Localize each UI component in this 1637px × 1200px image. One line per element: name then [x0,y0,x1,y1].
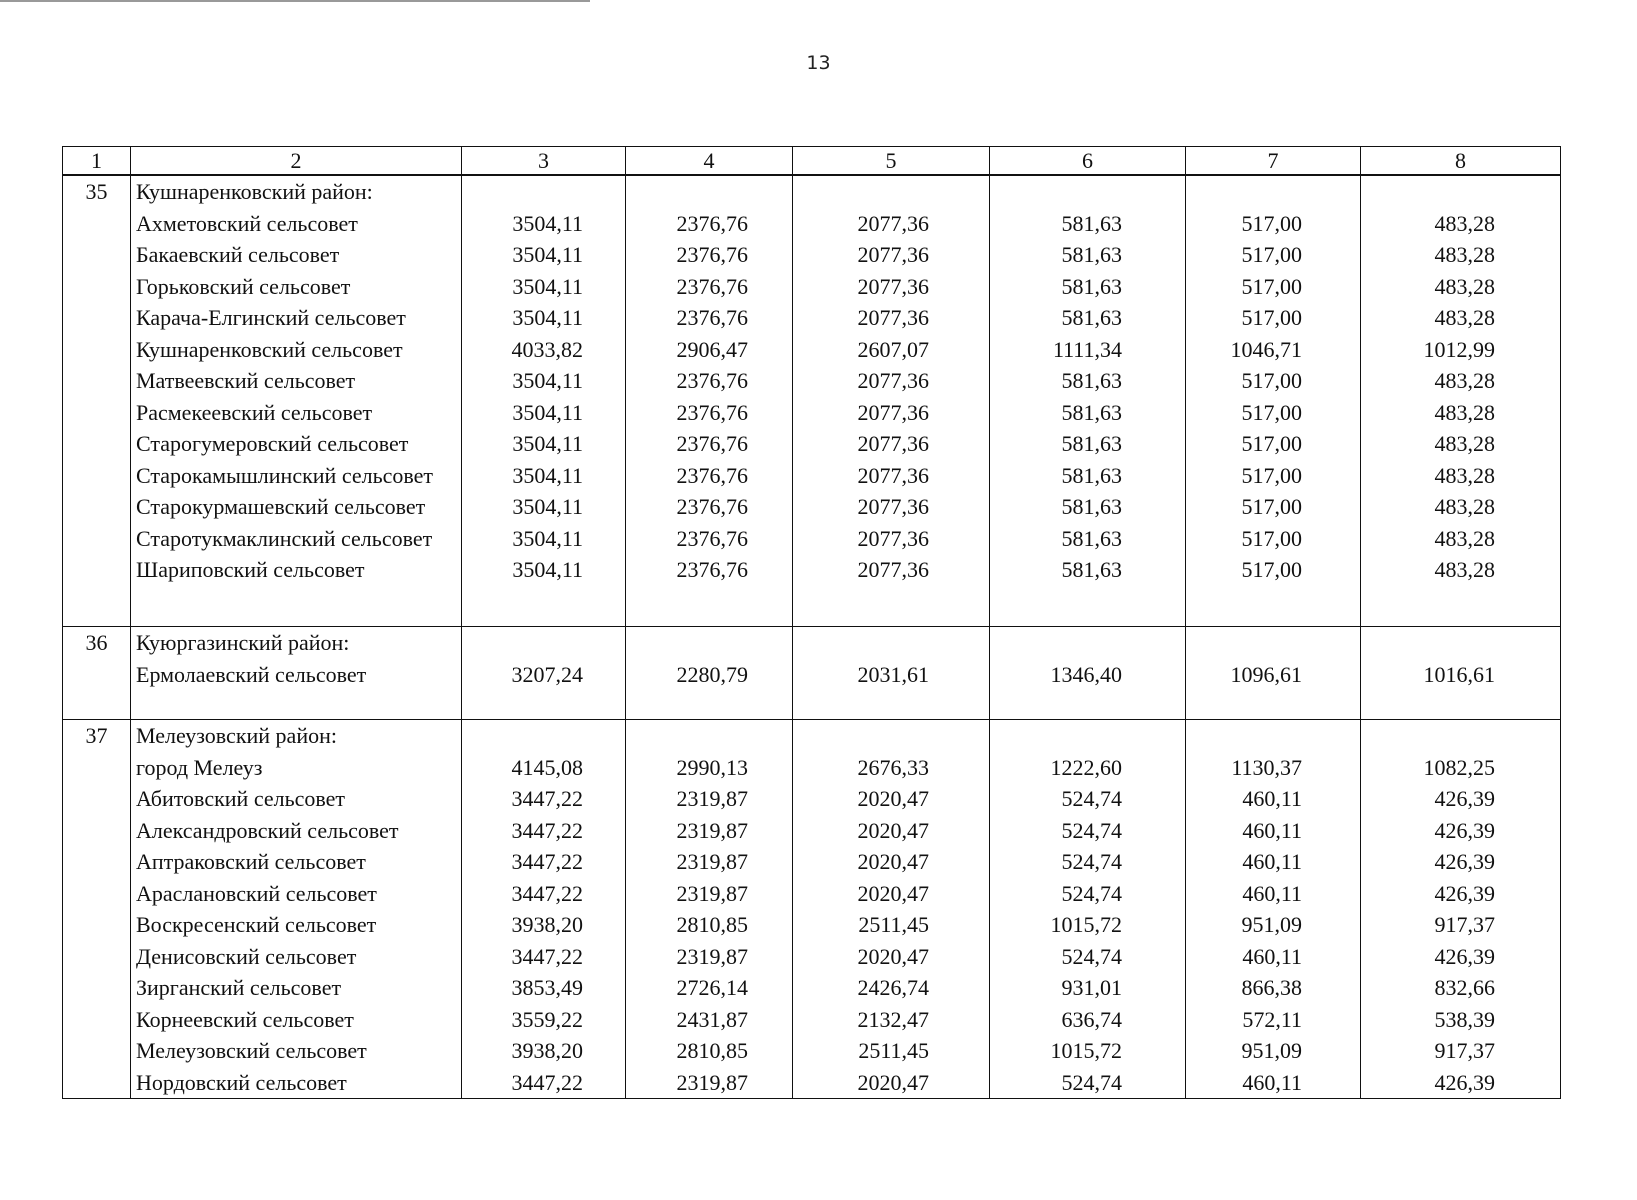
value-column-4 [626,627,793,720]
value-cell: 517,00 [1241,210,1302,236]
value-cell: 426,39 [1434,817,1495,843]
value-cell: 524,74 [1061,880,1122,906]
value-cell: 460,11 [1242,1069,1302,1095]
value-cell: 3207,24 [511,661,583,687]
value-cell: 3504,11 [512,273,583,299]
settlement-name: Старогумеровский сельсовет [136,431,409,456]
row-number: 35 [63,175,131,627]
settlement-name: Карача-Елгинский сельсовет [136,305,406,330]
value-cell: 517,00 [1241,525,1302,551]
value-cell: 1012,99 [1423,336,1495,362]
value-cell: 917,37 [1434,1038,1495,1063]
value-cell: 2431,87 [676,1006,748,1032]
value-cell: 460,11 [1242,817,1302,843]
value-cell: 3504,11 [512,305,583,330]
value-column-7 [1186,720,1361,1099]
value-cell: 2511,45 [858,1038,929,1063]
value-cell: 2376,76 [676,368,748,393]
value-cell: 2132,47 [857,1006,929,1032]
value-cell: 538,39 [1434,1006,1495,1032]
value-cell: 426,39 [1434,849,1495,874]
value-cell: 3559,22 [511,1006,583,1032]
value-cell: 3853,49 [511,975,583,1000]
value-cell: 517,00 [1241,431,1302,456]
settlement-name: Матвеевский сельсовет [136,368,356,393]
value-cell: 2990,13 [676,754,748,780]
value-cell: 2077,36 [857,399,929,425]
value-cell: 951,09 [1241,912,1302,937]
value-cell: 581,63 [1061,273,1122,299]
value-cell: 2376,76 [676,305,748,330]
value-cell: 517,00 [1241,494,1302,519]
value-cell: 524,74 [1061,786,1122,811]
value-cell: 460,11 [1242,786,1302,811]
value-cell: 517,00 [1241,273,1302,299]
value-cell: 2810,85 [676,912,748,937]
value-cell: 2031,61 [857,661,929,687]
value-cell: 581,63 [1061,494,1122,519]
value-cell: 1222,60 [1050,754,1122,780]
value-cell: 2319,87 [676,880,748,906]
settlement-name: Бакаевский сельсовет [136,242,340,267]
value-cell: 517,00 [1241,242,1302,267]
value-cell: 3447,22 [511,817,583,843]
value-cell: 2077,36 [857,368,929,393]
table-row [63,175,1561,627]
value-cell: 517,00 [1241,557,1302,582]
district-group [63,720,1561,1099]
value-column-6 [990,627,1186,720]
value-cell: 2376,76 [676,462,748,488]
value-cell: 3447,22 [511,1069,583,1095]
value-cell: 2077,36 [857,494,929,519]
settlement-name: Араслановский сельсовет [136,880,377,906]
value-cell: 3938,20 [511,1038,583,1063]
value-cell: 581,63 [1061,431,1122,456]
value-cell: 517,00 [1241,368,1302,393]
settlement-name: Ахметовский сельсовет [136,210,358,236]
value-cell: 517,00 [1241,399,1302,425]
value-column-3 [462,720,626,1099]
value-cell: 2077,36 [857,273,929,299]
value-cell: 581,63 [1061,462,1122,488]
value-cell: 3504,11 [512,431,583,456]
value-cell: 2319,87 [676,786,748,811]
header-cell: 1 [63,147,131,176]
value-cell: 3447,22 [511,786,583,811]
value-cell: 2020,47 [857,817,929,843]
value-cell: 3938,20 [511,912,583,937]
district-group [63,627,1561,720]
value-cell: 3504,11 [512,525,583,551]
value-column-3 [462,175,626,627]
value-cell: 1015,72 [1050,912,1122,937]
header-cell: 5 [793,147,990,176]
value-cell: 483,28 [1434,368,1495,393]
settlement-name: Расмекеевский сельсовет [136,399,373,425]
value-cell: 483,28 [1434,273,1495,299]
value-cell: 2676,33 [857,754,929,780]
value-cell: 426,39 [1434,880,1495,906]
value-cell: 460,11 [1242,943,1302,969]
value-cell: 426,39 [1434,1069,1495,1095]
value-cell: 460,11 [1242,849,1302,874]
value-cell: 581,63 [1061,399,1122,425]
header-cell: 7 [1186,147,1361,176]
settlement-name: Абитовский сельсовет [136,786,346,811]
value-cell: 524,74 [1061,943,1122,969]
value-cell: 3504,11 [512,242,583,267]
value-cell: 426,39 [1434,943,1495,969]
value-column-6 [990,175,1186,627]
value-column-3 [462,627,626,720]
value-cell: 2077,36 [857,462,929,488]
value-column-4 [626,720,793,1099]
value-cell: 2319,87 [676,849,748,874]
value-cell: 2319,87 [676,943,748,969]
value-cell: 3504,11 [512,462,583,488]
settlement-name: Денисовский сельсовет [136,943,357,969]
value-cell: 2319,87 [676,1069,748,1095]
header-cell: 6 [990,147,1186,176]
district-title: Кушнаренковский район: [136,179,373,204]
value-cell: 2020,47 [857,849,929,874]
value-cell: 524,74 [1061,1069,1122,1095]
value-cell: 1096,61 [1230,661,1302,687]
value-cell: 2077,36 [857,431,929,456]
value-cell: 581,63 [1061,210,1122,236]
value-cell: 1130,37 [1231,754,1302,780]
district-title: Мелеузовский район: [136,723,337,748]
value-cell: 483,28 [1434,210,1495,236]
table-header [63,147,1561,176]
value-cell: 1346,40 [1050,661,1122,687]
value-cell: 4145,08 [511,754,583,780]
value-cell: 483,28 [1434,305,1495,330]
value-cell: 483,28 [1434,399,1495,425]
value-cell: 917,37 [1434,912,1495,937]
names-cell [131,175,462,627]
value-cell: 3447,22 [511,880,583,906]
value-cell: 483,28 [1434,557,1495,582]
value-cell: 572,11 [1242,1006,1302,1032]
value-cell: 581,63 [1061,305,1122,330]
header-cell: 3 [462,147,626,176]
row-number: 37 [63,720,131,1099]
value-cell: 581,63 [1061,242,1122,267]
value-cell: 931,01 [1061,975,1122,1000]
value-cell: 460,11 [1242,880,1302,906]
value-cell: 2511,45 [858,912,929,937]
value-cell: 2906,47 [676,336,748,362]
settlement-name: Александровский сельсовет [136,817,399,843]
value-cell: 483,28 [1434,494,1495,519]
value-cell: 2077,36 [857,305,929,330]
value-cell: 2426,74 [857,975,929,1000]
value-cell: 1111,34 [1052,336,1122,362]
value-column-4 [626,175,793,627]
value-cell: 3504,11 [512,368,583,393]
value-cell: 2376,76 [676,210,748,236]
value-cell: 2077,36 [857,525,929,551]
value-cell: 636,74 [1061,1006,1122,1032]
settlement-name: Корнеевский сельсовет [136,1006,354,1032]
value-cell: 2020,47 [857,943,929,969]
value-cell: 3504,11 [512,557,583,582]
table-row [63,720,1561,1099]
value-column-8 [1361,720,1561,1099]
value-cell: 2376,76 [676,494,748,519]
value-cell: 426,39 [1434,786,1495,811]
value-cell: 3504,11 [512,494,583,519]
value-cell: 832,66 [1434,975,1495,1000]
value-cell: 517,00 [1241,462,1302,488]
settlement-name: Воскресенский сельсовет [136,912,377,937]
value-cell: 483,28 [1434,525,1495,551]
value-cell: 524,74 [1061,849,1122,874]
names-cell [131,720,462,1099]
district-group [63,175,1561,627]
settlement-name: Нордовский сельсовет [136,1069,347,1095]
value-cell: 2319,87 [676,817,748,843]
value-column-5 [793,720,990,1099]
value-cell: 866,38 [1241,975,1302,1000]
row-number: 36 [63,627,131,720]
value-cell: 2020,47 [857,1069,929,1095]
value-cell: 2726,14 [676,975,748,1000]
header-cell: 8 [1361,147,1561,176]
settlement-name: Кушнаренковский сельсовет [136,336,403,362]
value-cell: 483,28 [1434,462,1495,488]
settlement-name: Шариповский сельсовет [136,557,365,582]
header-cell: 4 [626,147,793,176]
scan-top-rule [0,0,590,2]
settlement-name: Старотукмаклинский сельсовет [136,525,433,551]
value-cell: 581,63 [1061,557,1122,582]
value-cell: 3504,11 [512,210,583,236]
value-cell: 2607,07 [857,336,929,362]
value-cell: 1082,25 [1423,754,1495,780]
value-cell: 483,28 [1434,431,1495,456]
value-cell: 2280,79 [676,661,748,687]
value-column-7 [1186,175,1361,627]
value-column-5 [793,627,990,720]
tariff-table [62,146,1561,1099]
settlement-name: Горьковский сельсовет [136,273,351,299]
value-cell: 2376,76 [676,525,748,551]
value-cell: 3504,11 [512,399,583,425]
value-cell: 2810,85 [676,1038,748,1063]
value-cell: 581,63 [1061,368,1122,393]
value-cell: 2077,36 [857,210,929,236]
settlement-name: Старокурмашевский сельсовет [136,494,426,519]
value-cell: 4033,82 [511,336,583,362]
value-cell: 2077,36 [857,242,929,267]
value-column-8 [1361,627,1561,720]
value-cell: 3447,22 [511,943,583,969]
value-column-6 [990,720,1186,1099]
value-column-7 [1186,627,1361,720]
settlement-name: Зирганский сельсовет [136,975,342,1000]
value-cell: 483,28 [1434,242,1495,267]
settlement-name: город Мелеуз [136,754,263,780]
value-cell: 2376,76 [676,557,748,582]
value-cell: 2077,36 [857,557,929,582]
value-cell: 2376,76 [676,431,748,456]
settlement-name: Мелеузовский сельсовет [136,1038,367,1063]
value-cell: 2376,76 [676,242,748,267]
value-cell: 1046,71 [1230,336,1302,362]
header-cell: 2 [131,147,462,176]
value-cell: 1016,61 [1423,661,1495,687]
district-title: Куюргазинский район: [136,630,350,655]
value-cell: 3447,22 [511,849,583,874]
value-cell: 2020,47 [857,786,929,811]
settlement-name: Старокамышлинский сельсовет [136,462,434,488]
value-column-5 [793,175,990,627]
names-cell [131,627,462,720]
value-cell: 2020,47 [857,880,929,906]
value-column-8 [1361,175,1561,627]
value-cell: 951,09 [1241,1038,1302,1063]
value-cell: 581,63 [1061,525,1122,551]
value-cell: 2376,76 [676,399,748,425]
settlement-name: Ермолаевский сельсовет [136,661,367,687]
value-cell: 524,74 [1061,817,1122,843]
value-cell: 2376,76 [676,273,748,299]
value-cell: 1015,72 [1050,1038,1122,1063]
page-number: 13 [806,52,831,74]
table-row [63,627,1561,720]
settlement-name: Аптраковский сельсовет [136,849,366,874]
value-cell: 517,00 [1241,305,1302,330]
